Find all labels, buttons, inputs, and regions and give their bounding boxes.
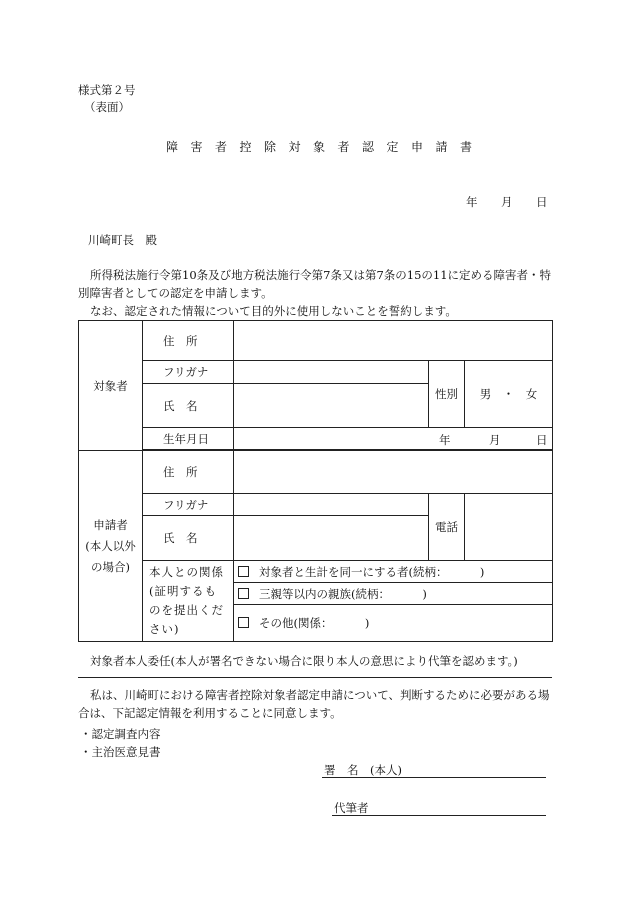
subject-section-label: 対象者 [79,321,143,451]
date-year: 年 [466,195,478,209]
applicant-section-label [79,451,143,642]
applicant-name-field[interactable] [234,516,429,561]
signature-proxy-label: 代筆者 [334,801,369,815]
date-day: 日 [536,195,548,209]
section-divider [78,677,552,678]
subject-address-label: 住 所 [143,321,234,361]
subject-address-field[interactable] [234,321,553,361]
date-month: 月 [501,195,513,209]
applicant-label-line3: の場合) [91,559,130,574]
applicant-label-line2: (本人以外 [85,538,136,553]
pledge-text: なお、認定された情報について目的外に使用しないことを誓約します。 [90,304,457,318]
signature-self-label: 署 名 (本人) [324,763,402,777]
relation-option-other[interactable] [234,605,553,642]
relation-option-household[interactable] [234,561,553,583]
subject-birthdate-field[interactable] [234,428,553,450]
relation-label: 本人との関係(証明するものを提出ください) [143,561,234,642]
intro-text: 所得税法施行令第10条及び地方税法施行令第7条又は第7条の15の11に定める障害者・特別障害者としての認定を申請します。 [78,268,552,300]
birth-month-unit: 月 [489,433,501,447]
relation-option-relative[interactable] [234,583,553,605]
birth-day-unit: 日 [536,433,548,447]
checkbox-icon[interactable] [238,617,249,628]
subject-furigana-field[interactable] [234,361,429,384]
application-form [78,320,553,642]
relation-option-household-text: 対象者と生計を同一にする者(続柄： ) [259,564,485,579]
relation-option-relative-text: 三親等以内の親族(続柄： ) [259,586,427,601]
signature-self-line[interactable] [322,777,546,778]
form-number: 様式第２号 [78,83,136,97]
applicant-label-line1: 申請者 [93,517,128,532]
applicant-furigana-field[interactable] [234,494,429,516]
applicant-phone-label: 電話 [429,494,465,561]
subject-name-label: 氏 名 [143,384,234,428]
applicant-phone-field[interactable] [465,494,553,561]
subject-birthdate-label: 生年月日 [143,428,234,450]
applicant-name-label: 氏 名 [143,516,234,561]
relation-option-other-text: その他(関係： ) [259,616,370,630]
form-side: （表面） [84,100,130,114]
signature-proxy-line[interactable] [332,815,546,816]
page-title: 障害者控除対象者認定申請書 [166,140,485,154]
applicant-address-field[interactable] [234,451,553,494]
consent-item: ・認定調査内容 [80,727,161,741]
applicant-address-label: 住 所 [143,451,234,494]
consent-item: ・主治医意見書 [80,745,161,759]
addressee: 川崎町長 殿 [88,233,157,247]
subject-name-field[interactable] [234,384,429,428]
proxy-note: 対象者本人委任(本人が署名できない場合に限り本人の意思により代筆を認めます。) [90,654,518,668]
birth-year-unit: 年 [439,433,451,447]
subject-sex-options[interactable]: 男 ・ 女 [465,361,553,428]
checkbox-icon[interactable] [238,588,249,599]
consent-text: 私は、川崎町における障害者控除対象者認定申請について、判断するために必要がある場合は、下記認定情報を利用することに同意します。 [78,688,550,720]
subject-sex-label: 性別 [429,361,465,428]
checkbox-icon[interactable] [238,566,249,577]
applicant-furigana-label: フリガナ [143,494,234,516]
subject-furigana-label: フリガナ [143,361,234,384]
